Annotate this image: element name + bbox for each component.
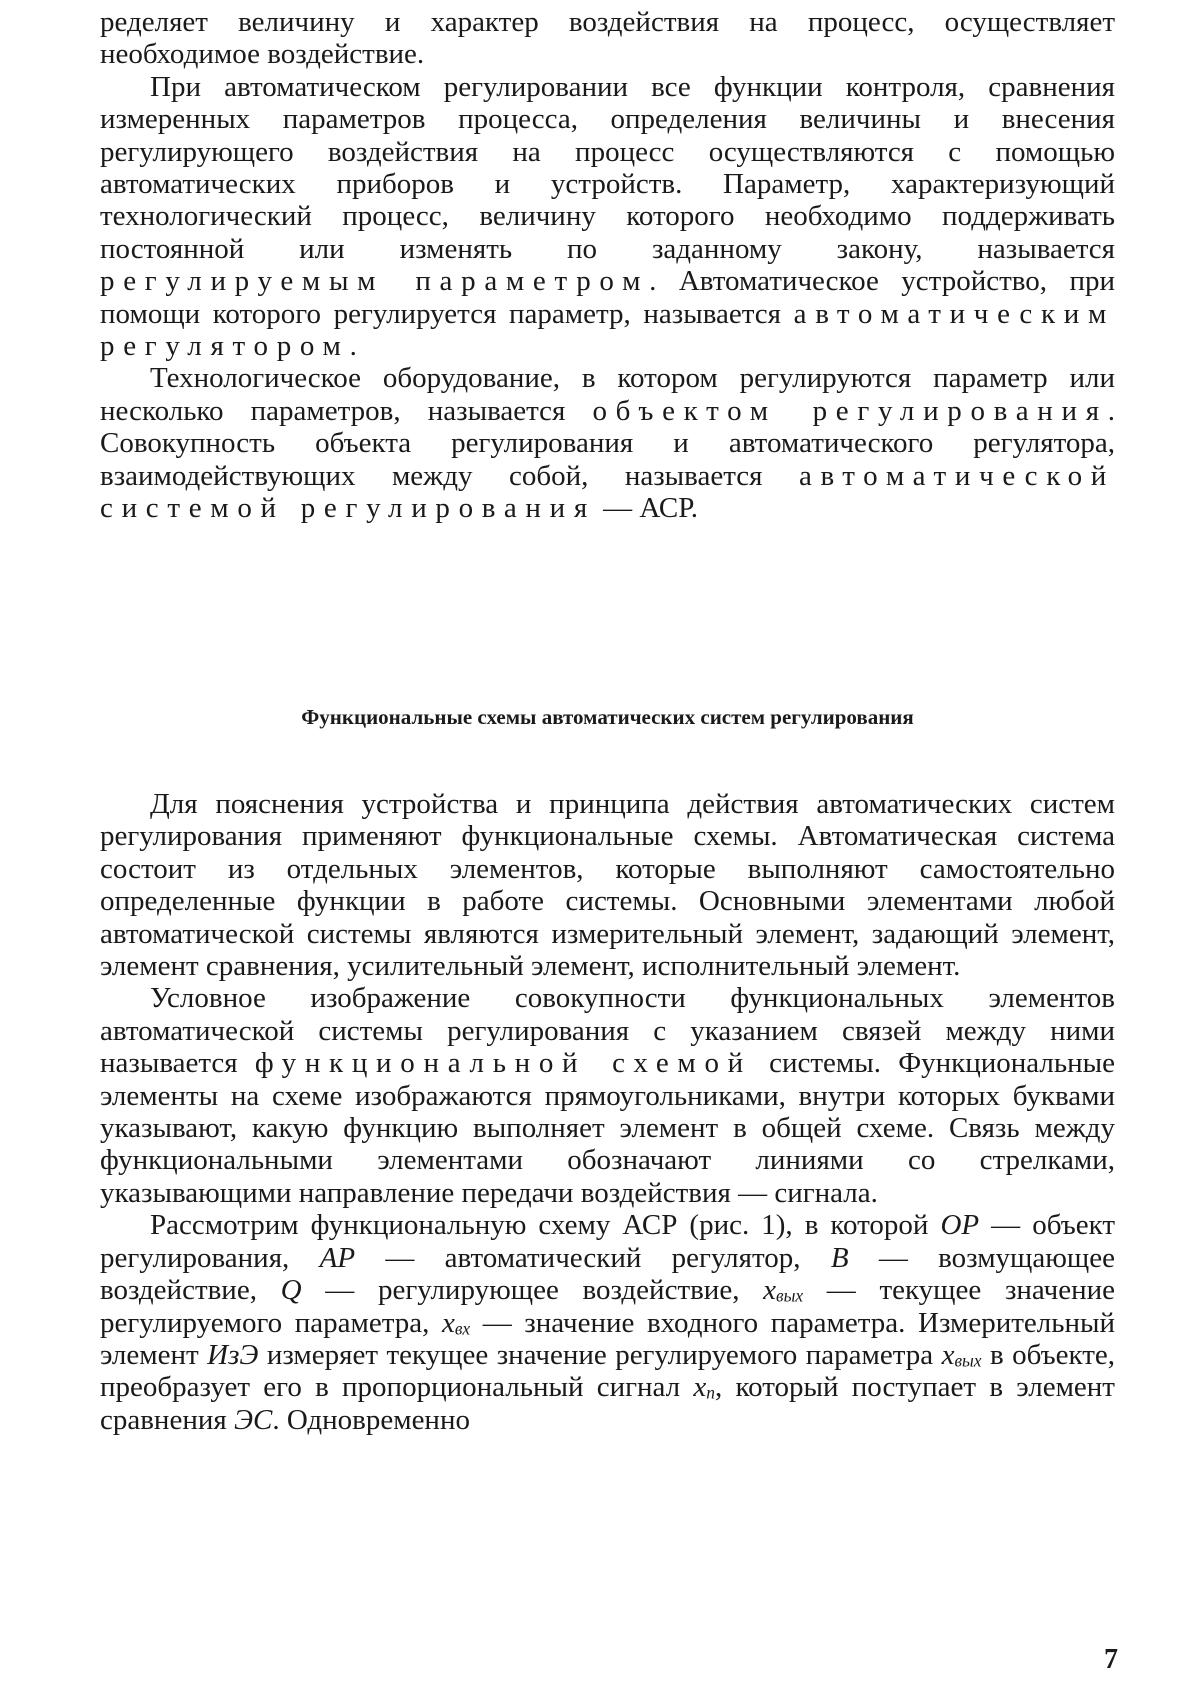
symbol-x-out [763,1274,803,1306]
text-run: — текущее значение регулируемого параметра, [100,1274,1115,1339]
term-regulation-object: объектом регулирования [592,394,1108,427]
text-run: Условное изображение совокупности функциональных элементов автоматической системы регулирования с указанием связей между ними называется [100,982,1115,1080]
subscript-in: вх [454,1318,471,1339]
subscript-out: вых [954,1350,982,1371]
symbol-op: ОР [940,1209,980,1242]
page-number: 7 [1104,1644,1118,1675]
term-regulated-parameter: регулируемым параметром [100,265,650,298]
text-run: — значение входного параметра. Измерительный элемент [100,1306,1115,1371]
symbol-ap: АР [319,1241,356,1274]
subscript-out: вых [776,1285,804,1306]
text-run: — АСР. [595,492,698,525]
text-run: Рассмотрим функциональную схему АСР (рис. 1), в которой [150,1209,941,1242]
text-run: . [349,330,357,363]
subscript-p: п [706,1382,715,1403]
text-run: . Одновременно [272,1403,470,1436]
text-run: . Автоматическое устройство, при помощи которого регулируется параметр, называется [100,265,1115,330]
paragraph-symbolic-representation [100,982,1115,1209]
symbol-b: В [830,1241,849,1274]
text-block-top [100,6,1115,525]
text-run: При автоматическом регулировании все функции контроля, сравнения измеренных параметров процесса, определения величины и внесения регулирующего воздействия на процесс осуществляются с помощью автоматических приборов и устройств. Параметр, характеризующий технологический процесс, величину которого необходимо поддерживать постоянной или изменять по заданному закону, называется [100,70,1115,265]
section-heading: Функциональные схемы автоматических систем регулирования [301,705,914,729]
symbol-x-out-2 [942,1339,982,1371]
term-automatic-regulator: автоматическим регулятором [100,297,1115,363]
text-run: измеряет текущее значение регулируемого параметра [258,1338,942,1371]
text-run: — автоматический регулятор, [355,1241,831,1274]
symbol-x-p [693,1371,715,1403]
paragraph-regulation-object [100,362,1115,524]
paragraph-continuation: ределяет величину и характер воздействия на процесс, осуществляет необходимое воздействие. [100,6,1115,71]
paragraph-automatic-regulation [100,71,1115,363]
symbol-x: x [441,1306,455,1339]
text-run: системы. Функциональные элементы на схеме изображаются прямоугольниками, внутри которых буквами указывают, какую функцию выполняет элемент в общей схеме. Связь между функциональными элементами обозначают линиями со стрелками, указывающими направление передачи воздействия — сигнала. [100,1047,1116,1209]
text-run: в объекте, преобразует его в пропорциональный сигнал [100,1338,1115,1404]
symbol-x: x [763,1274,777,1307]
text-run: — регулирующее воздействие, [301,1274,764,1307]
text-run: . Совокупность объекта регулирования и автоматического регулятора, взаимодействующих между собой, называется [100,394,1115,492]
paragraph-functional-schemes: Для пояснения устройства и принципа действия автоматических систем регулирования применяют функциональные схемы. Автоматическая система состоит из отдельных элементов, которые выполняют самостоятельно определенные функции в работе системы. Основными элементами любой автоматической системы являются измерительный элемент, задающий элемент, элемент сравнения, усилительный элемент, исполнительный элемент. [100,788,1115,983]
symbol-x: x [693,1371,707,1404]
symbol-x-in [442,1307,470,1339]
symbol-x: x [941,1338,955,1371]
symbol-ize: ИзЭ [207,1338,259,1371]
text-run: — возмущающее воздействие, [100,1241,1116,1307]
paragraph-consider-scheme [100,1209,1115,1436]
text-run: Технологическое оборудование, в котором регулируются параметр или несколько параметров, называется [100,362,1115,427]
text-block-bottom [100,788,1115,1436]
symbol-es: ЭС [233,1403,273,1436]
text-run: , который поступает в элемент сравнения [100,1371,1115,1436]
term-functional-scheme: функциональной схемой [254,1047,752,1080]
text-run: — объект регулирования, [100,1209,1115,1274]
symbol-q: Q [280,1274,302,1307]
term-automatic-regulation-system: автоматической системой регулирования [100,459,1115,525]
